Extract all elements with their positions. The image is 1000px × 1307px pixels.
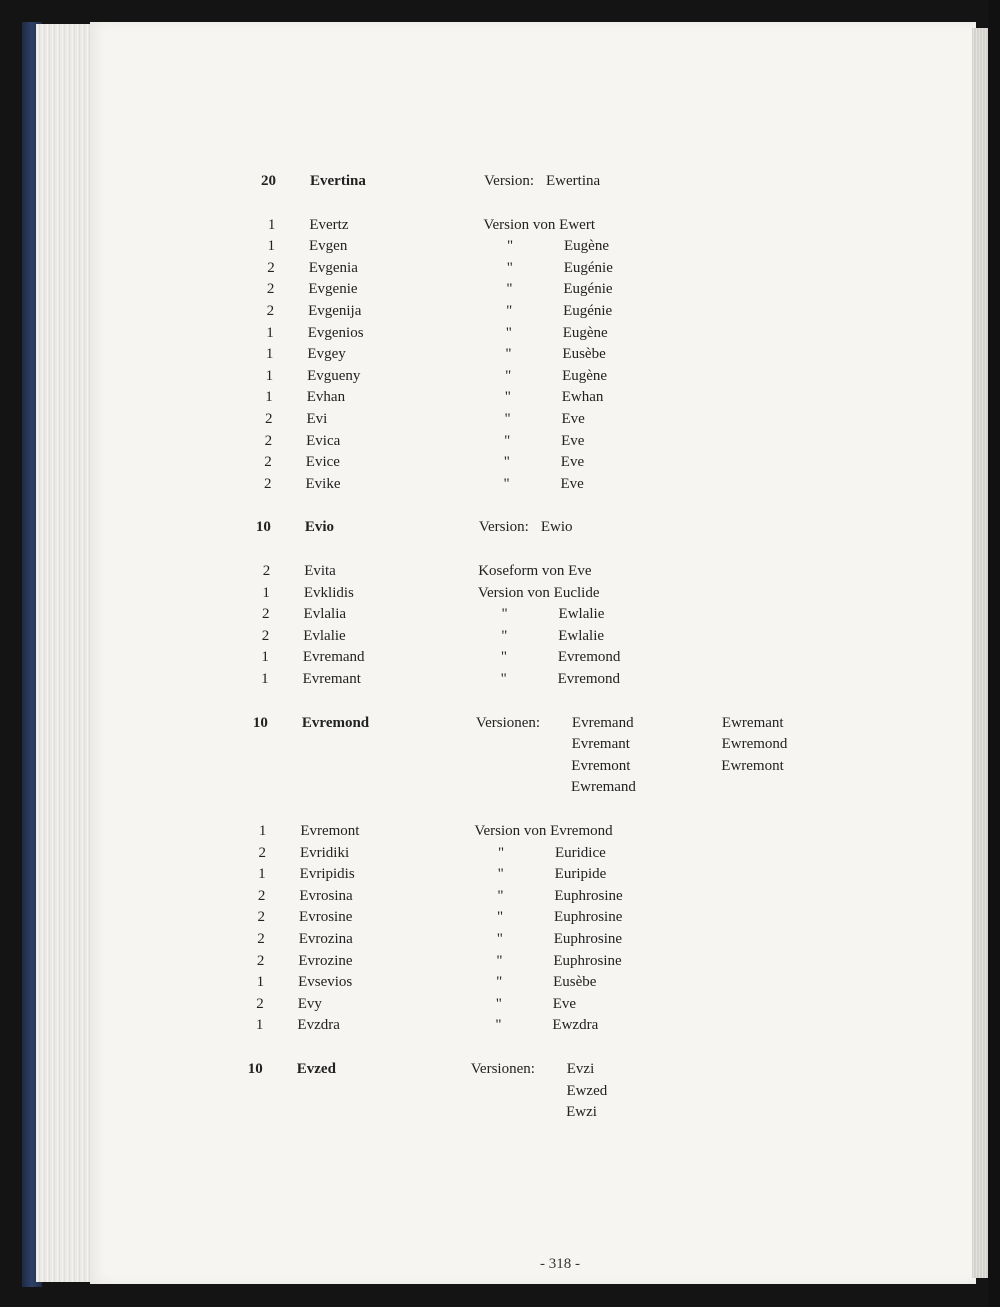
list-item: [0, 928, 970, 950]
entry-name: Evrozine: [298, 952, 353, 969]
entry-count: 10: [255, 519, 271, 536]
version-row: [0, 712, 970, 734]
entry-name: Evy: [297, 995, 322, 1012]
entry-count: 2: [264, 454, 272, 471]
list-item: [0, 322, 970, 344]
entry-count: 1: [267, 216, 276, 233]
version-name: Ewzi: [566, 1104, 597, 1121]
ditto-mark: ": [501, 627, 508, 644]
entry-target: Ewlalie: [558, 627, 605, 644]
entry-relation: Version:: [478, 519, 529, 536]
version-name: Evremand: [571, 714, 634, 731]
ditto-mark: ": [505, 346, 512, 363]
ditto-mark: ": [500, 671, 507, 687]
list-item: [0, 993, 970, 1015]
entry-count: 1: [261, 671, 269, 687]
list-item: [0, 885, 970, 907]
entry-name: Evgenios: [307, 324, 364, 341]
entry-name: Evridiki: [299, 844, 350, 861]
entry-name: Evrosina: [299, 887, 353, 904]
entry-name: Evica: [306, 432, 341, 449]
version-name: Evremant: [571, 736, 630, 753]
entry-target: Eve: [561, 432, 585, 449]
ditto-mark: ": [504, 389, 511, 406]
entry-target: Ewzdra: [552, 1017, 599, 1034]
list-item: [0, 516, 970, 538]
entry-name: Evertina: [310, 173, 366, 189]
entry-name: Evice: [305, 454, 340, 471]
entry-target: Euphrosine: [553, 952, 622, 969]
entry-name: Evklidis: [303, 584, 354, 601]
entry-count: 2: [264, 411, 273, 427]
entry-target: Eusèbe: [562, 346, 606, 363]
ditto-mark: ": [506, 303, 513, 319]
version-row: [0, 1101, 970, 1123]
entry-name: Evgenie: [308, 281, 358, 298]
list-item: [0, 668, 970, 690]
entry-name: Evgueny: [307, 367, 361, 384]
list-item: [0, 214, 970, 236]
version-row: [0, 1058, 970, 1080]
list-item: [0, 820, 970, 842]
ditto-mark: ": [504, 432, 511, 449]
entry-target: Eve: [560, 454, 585, 471]
entry-count: 10: [247, 1061, 263, 1077]
entry-count: 2: [263, 475, 272, 492]
entry-count: 10: [252, 714, 268, 731]
entry-target: Ewio: [540, 519, 573, 536]
entry-count: 2: [266, 281, 275, 298]
entry-name: Evgenia: [308, 259, 358, 276]
version-name: Ewzed: [566, 1082, 608, 1099]
version-name: Evremont: [571, 757, 631, 774]
ditto-mark: ": [495, 1017, 502, 1034]
list-item: [0, 235, 970, 257]
entry-name: Evremond: [301, 714, 370, 731]
entry-count: 2: [262, 563, 271, 579]
entry-count: 2: [266, 303, 275, 319]
entry-name: Evremand: [302, 649, 365, 666]
list-item: [0, 560, 970, 582]
entry-name: Evi: [306, 411, 328, 427]
entry-name: Evrosine: [299, 909, 353, 926]
ditto-mark: ": [504, 411, 511, 427]
ditto-mark: ": [496, 974, 503, 991]
page-number: - 318 -: [540, 1256, 580, 1272]
entry-count: 1: [266, 324, 274, 341]
ditto-mark: ": [505, 367, 512, 384]
list-item: [0, 278, 970, 300]
entry-name: Evio: [304, 519, 335, 536]
entry-target: Euripide: [554, 866, 607, 883]
entry-count: 1: [267, 238, 276, 255]
list-item: [0, 863, 970, 885]
entry-target: Eugénie: [563, 281, 613, 298]
ditto-mark: ": [496, 952, 503, 969]
list-item: [0, 603, 970, 625]
entry-relation: Version von Euclide: [477, 584, 600, 601]
entry-name: Evgen: [309, 238, 348, 255]
ditto-mark: ": [503, 475, 510, 492]
entry-relation: Versionen:: [475, 714, 541, 731]
ditto-mark: ": [507, 238, 514, 255]
list-item: [0, 582, 970, 604]
list-item: [0, 1014, 970, 1036]
list-item: [0, 365, 970, 387]
list-item: [0, 971, 970, 993]
version-row: [0, 1080, 970, 1102]
entry-target: Ewhan: [561, 389, 604, 406]
ditto-mark: ": [506, 281, 513, 298]
entry-target: Eve: [552, 995, 577, 1012]
entry-count: 1: [261, 649, 269, 666]
entry-count: 2: [257, 909, 266, 926]
entry-count: 2: [256, 952, 265, 969]
entry-count: 2: [261, 627, 270, 644]
entry-relation: Version von Ewert: [483, 216, 595, 233]
entry-target: Euphrosine: [553, 931, 623, 947]
entry-target: Eugénie: [563, 303, 613, 319]
entry-count: 2: [257, 931, 265, 947]
entry-count: 1: [265, 367, 274, 384]
entry-name: Evremant: [302, 671, 361, 687]
ditto-mark: ": [497, 866, 504, 883]
list-item: [0, 257, 970, 279]
entry-count: 1: [255, 1017, 264, 1034]
list-item: [0, 343, 970, 365]
entry-name: Evzed: [296, 1061, 336, 1077]
entry-name: Evlalia: [303, 606, 347, 623]
list-item: [0, 625, 970, 647]
entry-target: Euphrosine: [554, 887, 623, 904]
entry-name: Evremont: [300, 823, 360, 839]
version-name-alt: Ewremant: [721, 714, 784, 731]
list-item: [0, 950, 970, 972]
entry-relation: Koseform von Eve: [478, 563, 592, 579]
entry-name: Evita: [304, 563, 336, 579]
version-row: [0, 776, 970, 798]
entry-name: Evrozina: [298, 931, 353, 947]
entry-count: 20: [261, 173, 276, 189]
entry-count: 1: [265, 346, 274, 363]
entry-target: Euphrosine: [554, 909, 623, 926]
entry-target: Euridice: [554, 844, 606, 861]
entry-name: Evgenija: [308, 303, 362, 319]
ditto-mark: ": [497, 887, 504, 904]
list-item: [0, 473, 970, 495]
entry-count: 2: [256, 995, 264, 1012]
entry-count: 2: [267, 259, 275, 276]
entry-name: Evsevios: [298, 974, 353, 991]
entry-name: Evertz: [309, 216, 349, 233]
entry-count: 2: [257, 887, 266, 904]
version-name: Evzi: [566, 1061, 595, 1077]
entry-name: Evlalie: [303, 627, 346, 644]
entry-target: Eugène: [562, 367, 608, 384]
page-edges-right: [972, 28, 988, 1278]
entry-count: 1: [258, 823, 267, 839]
entry-count: 1: [265, 389, 273, 406]
list-item: [0, 842, 970, 864]
entry-name: Evike: [305, 475, 341, 492]
list-item: [0, 386, 970, 408]
ditto-mark: ": [497, 909, 504, 926]
list-item: [0, 408, 970, 430]
entry-relation: Version:: [484, 173, 534, 189]
ditto-mark: ": [501, 606, 508, 623]
background-right: [988, 0, 1000, 1307]
entry-target: Eusèbe: [553, 974, 597, 991]
entry-target: Eve: [561, 411, 585, 427]
entry-target: Eugène: [564, 238, 609, 255]
ditto-mark: ": [503, 454, 510, 471]
ditto-mark: ": [506, 259, 513, 276]
list-item: [0, 170, 970, 192]
entry-name: Evripidis: [299, 866, 355, 883]
entry-count: 1: [258, 866, 266, 883]
entry-count: 1: [262, 584, 270, 601]
list-item: [0, 906, 970, 928]
entry-count: 2: [258, 844, 266, 861]
list-item: [0, 451, 970, 473]
entry-target: Evremond: [557, 649, 621, 666]
version-row: [0, 733, 970, 755]
entry-target: Eugène: [562, 324, 608, 341]
ditto-mark: ": [505, 324, 512, 341]
entry-name: Evzdra: [297, 1017, 340, 1034]
entry-count: 2: [264, 432, 273, 449]
entry-relation: Version von Evremond: [474, 823, 613, 839]
version-row: [0, 755, 970, 777]
ditto-mark: ": [497, 844, 505, 861]
ditto-mark: ": [500, 649, 508, 666]
entry-name: Evhan: [306, 389, 346, 406]
entry-count: 2: [262, 606, 270, 623]
entry-target: Eugénie: [563, 259, 613, 276]
version-name-alt: Ewremond: [721, 736, 788, 753]
entry-count: 1: [256, 974, 265, 991]
entry-target: Ewertina: [546, 173, 601, 189]
ditto-mark: ": [496, 931, 503, 947]
list-item: [0, 646, 970, 668]
list-item: [0, 430, 970, 452]
version-name: Ewremand: [570, 779, 636, 796]
ditto-mark: ": [495, 995, 502, 1012]
entry-target: Evremond: [557, 671, 621, 687]
version-name-alt: Ewremont: [721, 757, 784, 774]
entry-target: Ewlalie: [558, 606, 605, 623]
entry-relation: Versionen:: [470, 1061, 535, 1077]
entry-target: Eve: [560, 475, 584, 492]
entry-name: Evgey: [307, 346, 346, 363]
list-item: [0, 300, 970, 322]
